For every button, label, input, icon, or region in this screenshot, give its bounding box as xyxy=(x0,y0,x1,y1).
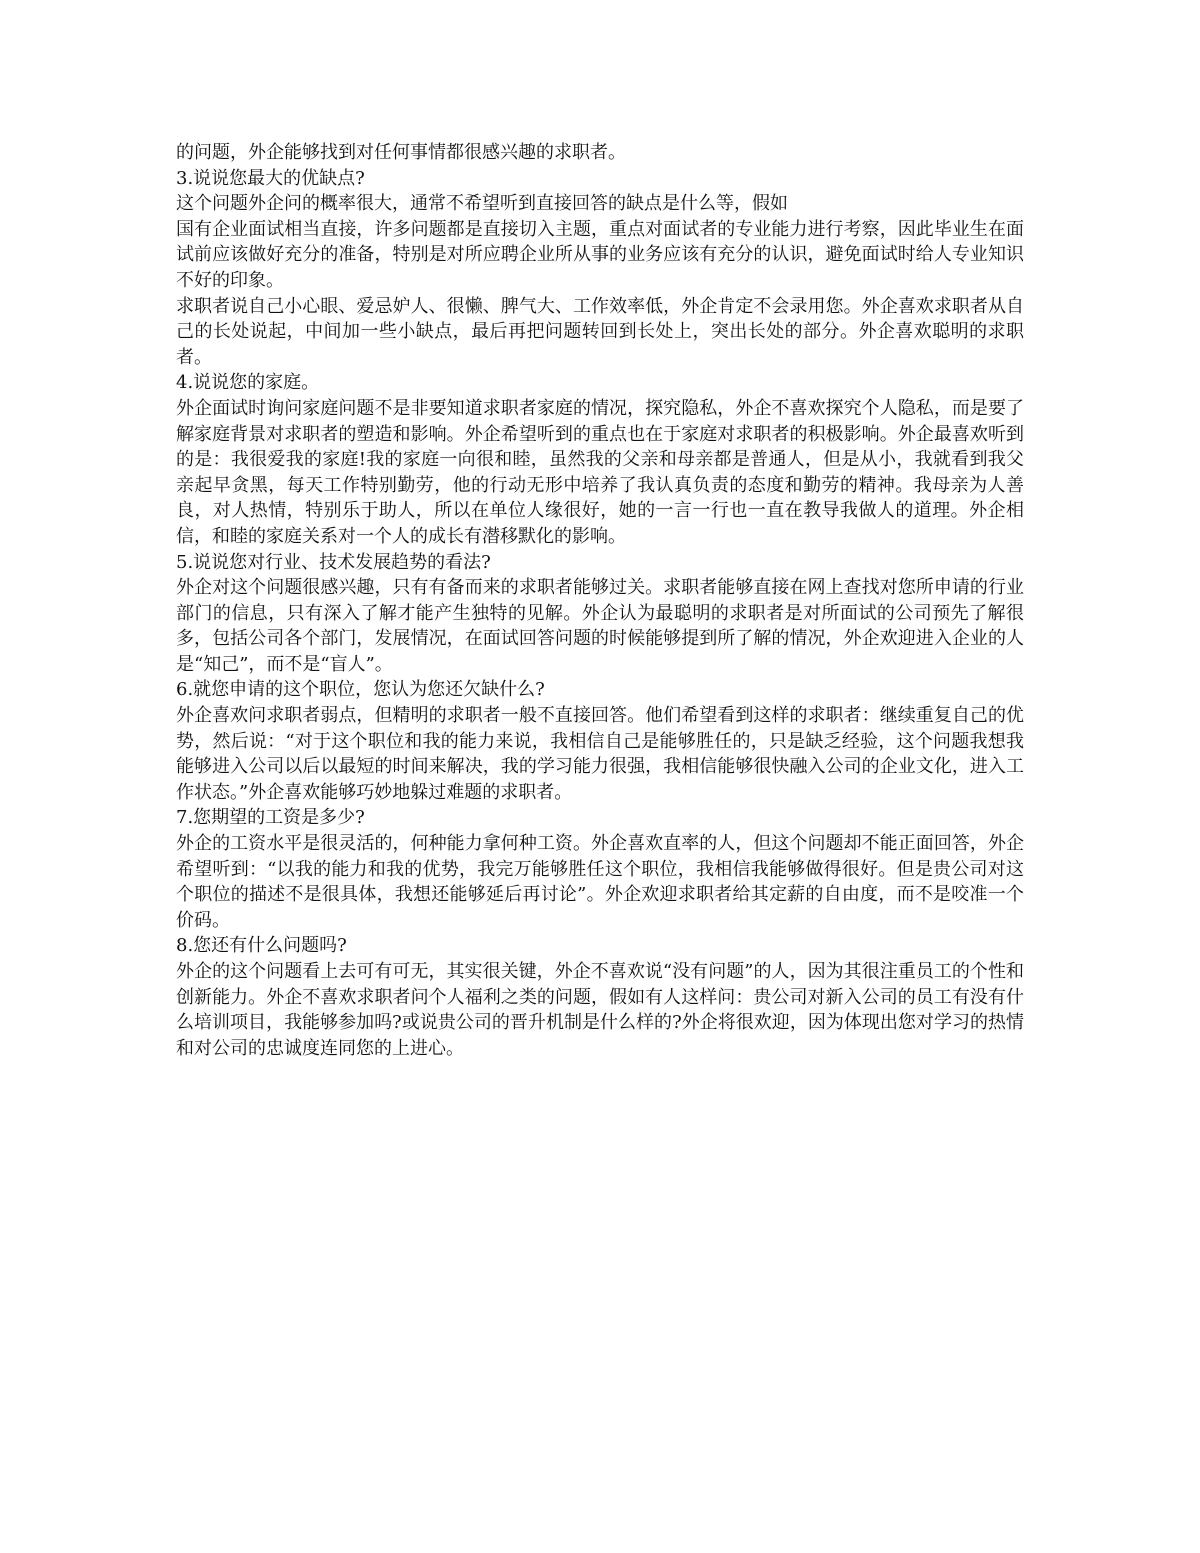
question-6-heading: 6.就您申请的这个职位，您认为您还欠缺什么? xyxy=(176,679,545,701)
paragraph-q5-answer: 外企对这个问题很感兴趣，只有有备而来的求职者能够过关。求职者能够直接在网上查找对您所申请的行业部门的信息，只有深入了解才能产生独特的见解。外企认为最聪明的求职者是对所面试的公司预先了解很多，包括公司各个部门，发展情况，在面试回答问题的时候能够提到所了解的情况，外企欢迎进入企业的人是“知己”，而不是“盲人”。 xyxy=(176,577,1024,675)
paragraph-q7-answer: 外企的工资水平是很灵活的，何种能力拿何种工资。外企喜欢直率的人，但这个问题却不能正面回答，外企希望听到：“以我的能力和我的优势，我完万能够胜任这个职位，我相信我能够做得很好。但是贵公司对这个职位的描述不是很具体，我想还能够延后再讨论”。外企欢迎求职者给其定薪的自由度，而不是咬准一个价码。 xyxy=(176,833,1024,931)
question-4-heading: 4.说说您的家庭。 xyxy=(176,372,320,394)
paragraph-q3-part1: 这个问题外企问的概率很大，通常不希望听到直接回答的缺点是什么等，假如 xyxy=(176,193,788,215)
paragraph-intro-tail: 的问题，外企能够找到对任何事情都很感兴趣的求职者。 xyxy=(176,142,626,163)
paragraph-q3-inserted: 国有企业面试相当直接，许多问题都是直接切入主题，重点对面试者的专业能力进行考察，因此毕业生在面试前应该做好充分的准备，特别是对所应聘企业所从事的业务应该有充分的认识，避免面试时给人专业知识不好的印象。 xyxy=(176,218,1024,291)
question-7-heading: 7.您期望的工资是多少? xyxy=(176,807,365,829)
paragraph-q8-answer: 外企的这个问题看上去可有可无，其实很关键，外企不喜欢说“没有问题”的人，因为其很注重员工的个性和创新能力。外企不喜欢求职者问个人福利之类的问题，假如有人这样问：贵公司对新入公司的员工有没有什么培训项目，我能够参加吗?或说贵公司的晋升机制是什么样的?外企将很欢迎，因为体现出您对学习的热情和对公司的忠诚度连同您的上进心。 xyxy=(176,961,1024,1059)
paragraph-q6-answer: 外企喜欢问求职者弱点，但精明的求职者一般不直接回答。他们希望看到这样的求职者：继续重复自己的优势，然后说：“对于这个职位和我的能力来说，我相信自己是能够胜任的，只是缺乏经验，这个问题我想我能够进入公司以后以最短的时间来解决，我的学习能力很强，我相信能够很快融入公司的企业文化，进入工作状态。”外企喜欢能够巧妙地躲过难题的求职者。 xyxy=(176,705,1024,803)
document-page xyxy=(176,140,1024,1061)
question-3-heading: 3.说说您最大的优缺点? xyxy=(176,167,365,189)
paragraph-q4-answer: 外企面试时询问家庭问题不是非要知道求职者家庭的情况，探究隐私，外企不喜欢探究个人隐私，而是要了解家庭背景对求职者的塑造和影响。外企希望听到的重点也在于家庭对求职者的积极影响。外企最喜欢听到的是：我很爱我的家庭!我的家庭一向很和睦，虽然我的父亲和母亲都是普通人，但是从小，我就看到我父亲起早贪黑，每天工作特别勤劳，他的行动无形中培养了我认真负责的态度和勤劳的精神。我母亲为人善良，对人热情，特别乐于助人，所以在单位人缘很好，她的一言一行也一直在教导我做人的道理。外企相信，和睦的家庭关系对一个人的成长有潜移默化的影响。 xyxy=(176,397,1024,547)
question-5-heading: 5.说说您对行业、技术发展趋势的看法? xyxy=(176,551,491,573)
question-8-heading: 8.您还有什么问题吗? xyxy=(176,935,347,957)
paragraph-q3-part2: 求职者说自己小心眼、爱忌妒人、很懒、脾气大、工作效率低，外企肯定不会录用您。外企喜欢求职者从自己的长处说起，中间加一些小缺点，最后再把问题转回到长处上，突出长处的部分。外企喜欢聪明的求职者。 xyxy=(176,295,1024,368)
